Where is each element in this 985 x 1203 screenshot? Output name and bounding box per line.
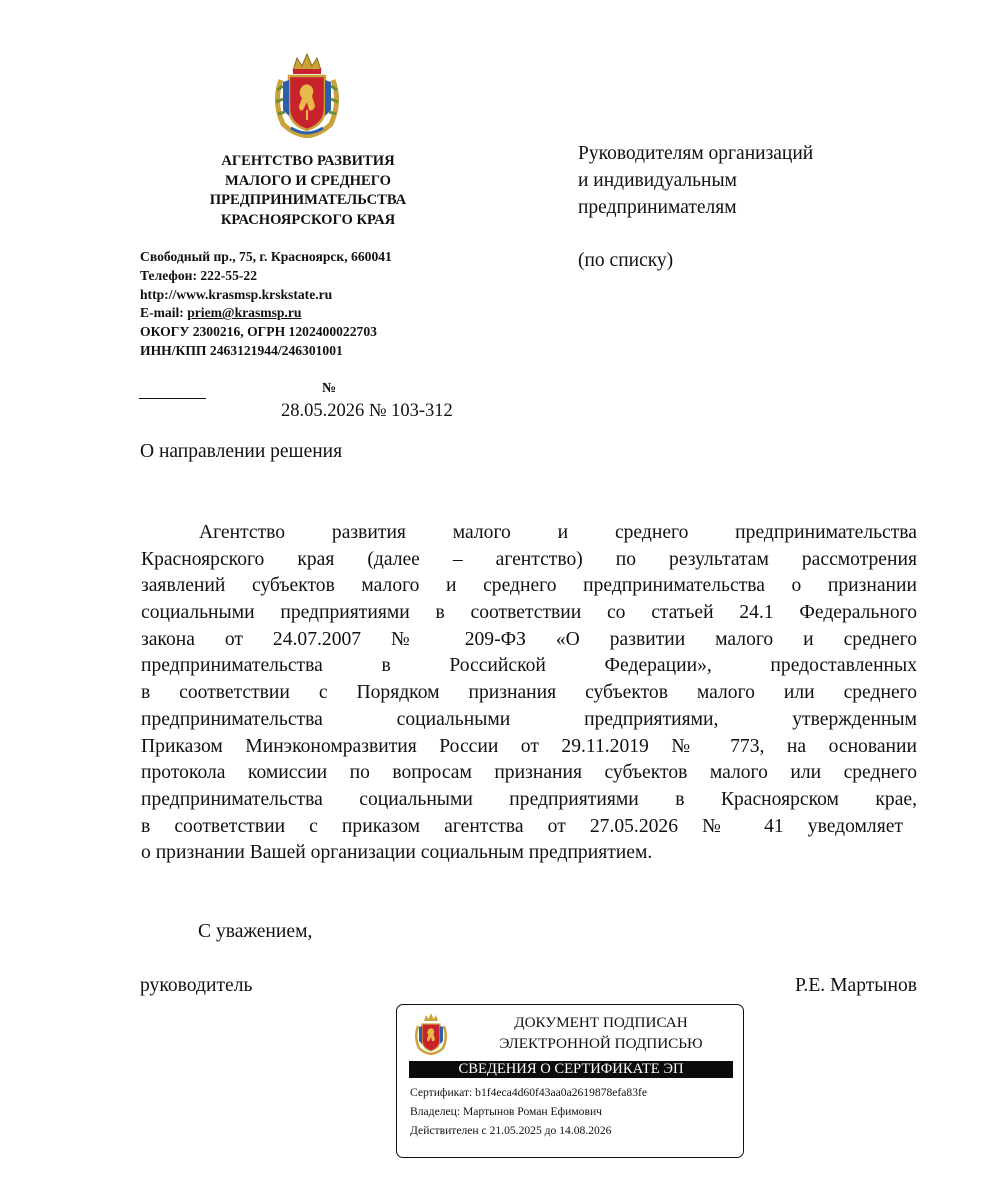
stamp-coat-of-arms-emblem xyxy=(413,1011,449,1055)
agency-website-link[interactable]: http://www.krasmsp.krskstate.ru xyxy=(140,286,333,302)
body-line: предпринимательства в Российской Федерации», предоставленных xyxy=(141,655,917,677)
certificate-validity: Действителен с 21.05.2025 до 14.08.2026 xyxy=(410,1124,612,1137)
agency-email-link[interactable]: priem@krasmsp.ru xyxy=(187,305,302,321)
letter-body xyxy=(141,520,917,867)
date-blank-line xyxy=(139,397,206,399)
stamp-title xyxy=(467,1013,735,1054)
body-line: протокола комиссии по вопросам признания субъектов малого или среднего xyxy=(141,762,917,784)
email-label: E-mail: xyxy=(140,305,188,321)
agency-phone: Телефон: 222-55-22 xyxy=(140,267,258,283)
stamp-certificate-header: СВЕДЕНИЯ О СЕРТИФИКАТЕ ЭП xyxy=(409,1061,733,1078)
stamp-certificate-info xyxy=(410,1083,740,1140)
agency-okogu-ogrn: ОКОГУ 2300216, ОГРН 1202400022703 xyxy=(140,324,377,340)
addressee-line: предпринимателям xyxy=(578,197,737,218)
addressee-block xyxy=(578,140,918,274)
certificate-serial: Сертификат: b1f4eca4d60f43aa0a2619878efa83fe xyxy=(410,1086,648,1099)
agency-name-line: АГЕНТСТВО РАЗВИТИЯ xyxy=(221,153,395,169)
body-line: Красноярского края (далее – агентство) по результатам рассмотрения xyxy=(141,548,917,570)
agency-name-line: МАЛОГО И СРЕДНЕГО xyxy=(224,172,392,189)
agency-name-line: ПРЕДПРИНИМАТЕЛЬСТВА xyxy=(209,192,407,208)
agency-address: Свободный пр., 75, г. Красноярск, 660041 xyxy=(140,249,392,264)
electronic-signature-stamp xyxy=(396,1004,744,1158)
body-line: Агентство развития малого и среднего предпринимательства xyxy=(199,522,917,543)
closing-regards: С уважением, xyxy=(198,921,313,942)
letter-subject: О направлении решения xyxy=(140,441,343,462)
agency-email-row xyxy=(140,304,500,323)
registration-date-number: 28.05.2026 № 103-312 xyxy=(281,401,453,421)
body-line: заявлений субъектов малого и среднего предпринимательства о признании xyxy=(141,575,917,597)
body-line: в соответствии с приказом агентства от 27.05.2026 № 41 уведомляет xyxy=(141,815,903,837)
body-line: предпринимательства социальными предприятиями, утвержденным xyxy=(141,708,917,730)
number-sign: № xyxy=(322,381,337,396)
agency-name xyxy=(170,152,446,230)
body-line: в соответствии с Порядком признания субъектов малого или среднего xyxy=(141,682,917,704)
body-line: социальными предприятиями в соответствии со статьей 24.1 Федерального xyxy=(141,602,917,624)
agency-requisites xyxy=(140,248,500,361)
certificate-owner: Владелец: Мартынов Роман Ефимович xyxy=(410,1105,602,1118)
body-line: предпринимательства социальными предприятиями в Красноярском крае, xyxy=(141,788,917,810)
body-line: Приказом Минэкономразвития России от 29.11.2019 № 773, на основании xyxy=(141,735,917,757)
signer-position: руководитель xyxy=(140,975,253,996)
agency-name-line: КРАСНОЯРСКОГО КРАЯ xyxy=(220,211,396,228)
stamp-title-line: ЭЛЕКТРОННОЙ ПОДПИСЬЮ xyxy=(499,1034,703,1052)
addressee-line: Руководителям организаций xyxy=(578,143,814,164)
agency-inn-kpp: ИНН/КПП 2463121944/246301001 xyxy=(140,342,343,358)
stamp-title-line: ДОКУМЕНТ ПОДПИСАН xyxy=(514,1014,688,1031)
body-line: о признании Вашей организации социальным предприятием. xyxy=(141,842,653,864)
coat-of-arms-emblem xyxy=(271,50,343,138)
addressee-note: (по списку) xyxy=(578,250,674,271)
signer-name: Р.Е. Мартынов xyxy=(794,975,917,996)
body-line: закона от 24.07.2007 № 209-ФЗ «О развитии малого и среднего xyxy=(141,628,917,650)
addressee-line: и индивидуальным xyxy=(578,170,737,191)
